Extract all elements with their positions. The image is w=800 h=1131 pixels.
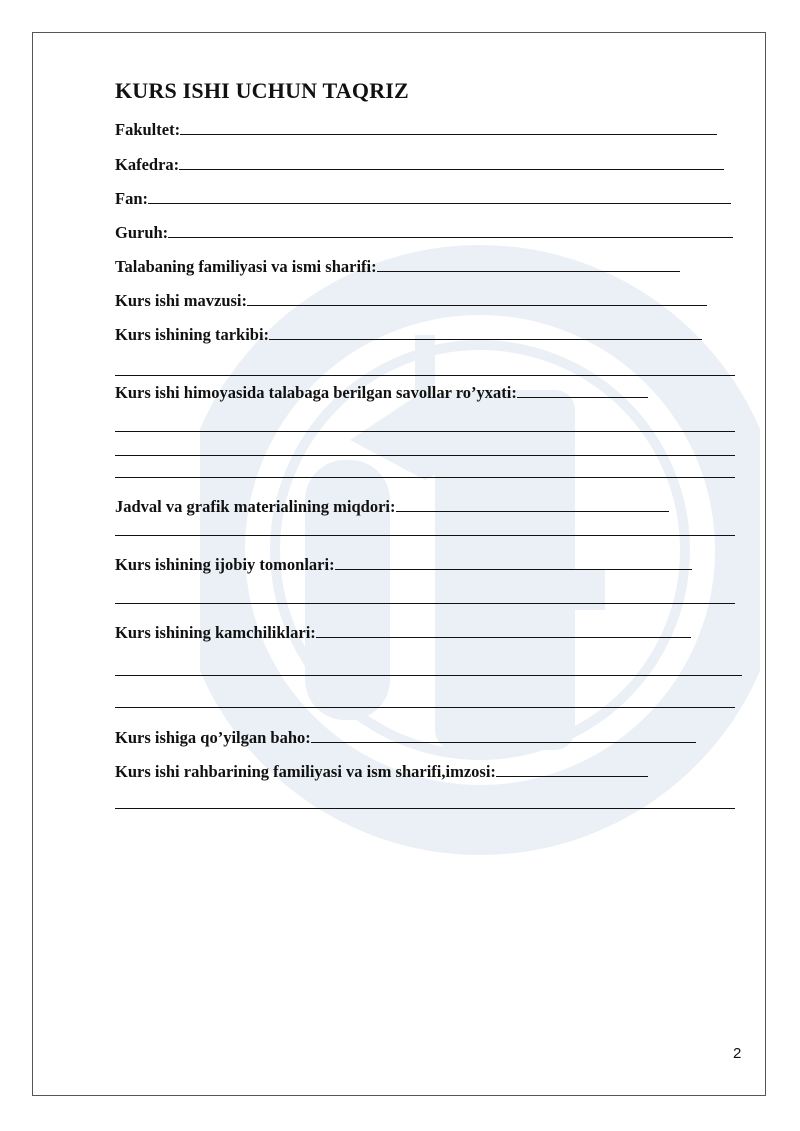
jadval-field [115, 497, 669, 517]
fakultet-field [115, 120, 717, 140]
tarkib-extra-line[interactable] [115, 375, 735, 376]
kamchilik-line-2[interactable] [115, 707, 735, 708]
ijobiy-field [115, 555, 692, 575]
baho-field [115, 728, 696, 748]
talaba-field [115, 257, 680, 277]
jadval-extra-line[interactable] [115, 535, 735, 536]
kafedra-label: Kafedra: [115, 155, 180, 174]
jadval-label: Jadval va grafik materialining miqdori: [115, 497, 396, 516]
mavzu-input-line[interactable] [247, 293, 707, 306]
guruh-field [115, 223, 733, 243]
kamchilik-label: Kurs ishining kamchiliklari: [115, 623, 316, 642]
kamchilik-line-1[interactable] [115, 675, 742, 676]
page-number: 2 [733, 1045, 742, 1062]
talaba-input-line[interactable] [377, 259, 680, 272]
ijobiy-label: Kurs ishining ijobiy tomonlari: [115, 555, 335, 574]
guruh-label: Guruh: [115, 223, 169, 242]
tarkib-label: Kurs ishining tarkibi: [115, 325, 270, 344]
fan-input-line[interactable] [148, 191, 731, 204]
savollar-line-1[interactable] [115, 431, 735, 432]
fan-label: Fan: [115, 189, 148, 208]
rahbar-input-line[interactable] [496, 764, 648, 777]
mavzu-label: Kurs ishi mavzusi: [115, 291, 248, 310]
kafedra-field [115, 155, 724, 175]
rahbar-extra-line[interactable] [115, 808, 735, 809]
tarkib-input-line[interactable] [269, 327, 702, 340]
baho-input-line[interactable] [311, 730, 696, 743]
fakultet-label: Fakultet: [115, 120, 181, 139]
kamchilik-field [115, 623, 691, 643]
talaba-label: Talabaning familiyasi va ismi sharifi: [115, 257, 377, 276]
savollar-line-2[interactable] [115, 455, 735, 456]
savollar-label: Kurs ishi himoyasida talabaga berilgan savollar ro’yxati: [115, 383, 517, 402]
savollar-input-line[interactable] [517, 385, 648, 398]
kafedra-input-line[interactable] [179, 157, 724, 170]
kamchilik-input-line[interactable] [316, 625, 691, 638]
savollar-line-3[interactable] [115, 477, 735, 478]
fakultet-input-line[interactable] [180, 122, 717, 135]
document-title: KURS ISHI UCHUN TAQRIZ [115, 78, 409, 103]
rahbar-label: Kurs ishi rahbarining familiyasi va ism sharifi,imzosi: [115, 762, 496, 781]
savollar-field [115, 383, 648, 403]
guruh-input-line[interactable] [168, 225, 733, 238]
ijobiy-input-line[interactable] [335, 557, 692, 570]
baho-label: Kurs ishiga qo’yilgan baho: [115, 728, 311, 747]
tarkib-field [115, 325, 702, 345]
fan-field [115, 189, 731, 209]
mavzu-field [115, 291, 707, 311]
rahbar-field [115, 762, 648, 782]
jadval-input-line[interactable] [396, 499, 669, 512]
ijobiy-extra-line[interactable] [115, 603, 735, 604]
